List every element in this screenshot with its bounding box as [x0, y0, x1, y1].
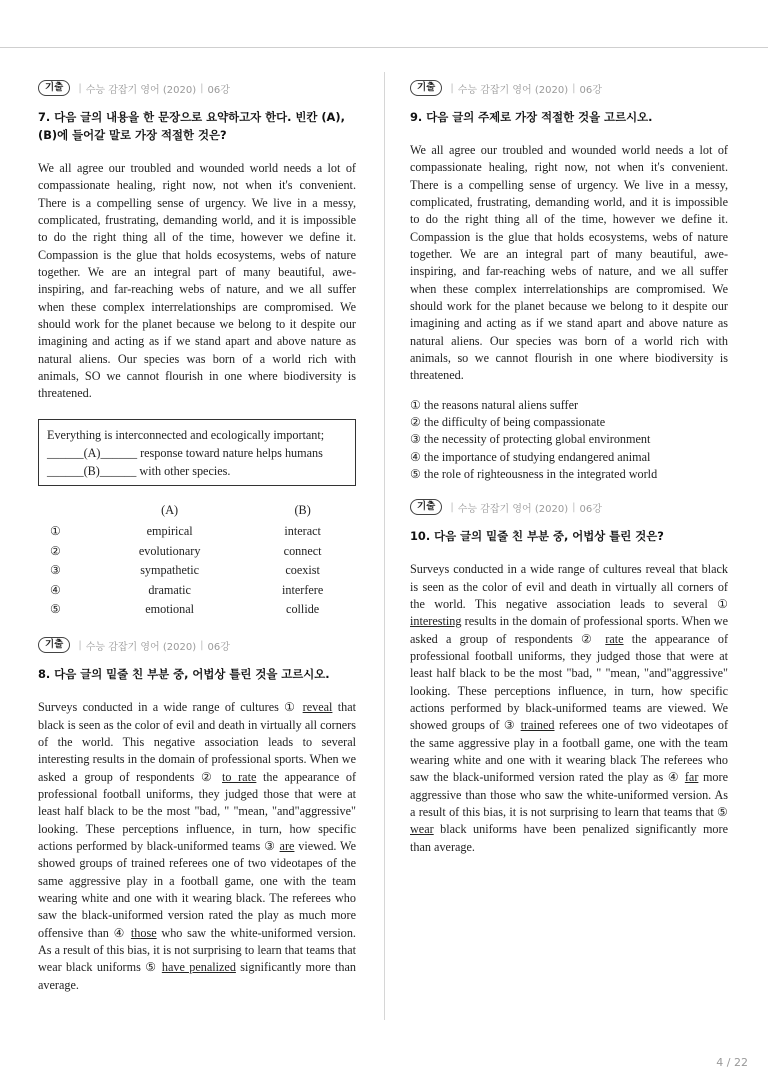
- q9-title: 9. 다음 글의 주제로 가장 적절한 것을 고르시오.: [410, 110, 653, 124]
- q10-title: 10. 다음 글의 밑줄 친 부분 중, 어법상 틀린 것은?: [410, 529, 664, 544]
- option-number: ④: [50, 582, 61, 597]
- q8-tag-badge: 기출: [38, 637, 70, 653]
- q10-text-2: results in the domain of professional sports. When we asked a group of respondents ②: [410, 614, 728, 646]
- q7-header-a: (A): [161, 503, 179, 518]
- q7-source: 수능 감잡기 영어 (2020): [85, 84, 197, 96]
- q9-tag-badge: 기출: [410, 80, 442, 96]
- q8-source: 수능 감잡기 영어 (2020): [85, 641, 197, 653]
- q8-text-4: viewed. We showed groups of trained referees one of two videotapes of the same aggressive play in a football game, one with the team wearing white and one with it wearing black. The referees who saw the black-uniformed version rated the play as much more offensive than ④: [38, 839, 356, 940]
- q10-source: 수능 감잡기 영어 (2020): [457, 503, 569, 515]
- separator: |: [78, 82, 82, 94]
- q10-tag-badge: 기출: [410, 499, 442, 515]
- q10-underlined-1[interactable]: interesting: [410, 614, 462, 629]
- q8-text-6: significantly more than average.: [38, 960, 356, 992]
- q10-passage: [410, 561, 728, 856]
- option-number: ②: [50, 543, 61, 558]
- q7-title: 7. 다음 글의 내용을 한 문장으로 요약하고자 한다. 빈칸 (A), (B)에 들어갈 말로 가장 적절한 것은?: [38, 110, 345, 142]
- q8-source-line: [38, 637, 356, 653]
- q7-options-table: [38, 500, 356, 620]
- separator: |: [200, 82, 204, 94]
- option-b: interact: [284, 524, 321, 539]
- q7-option-row[interactable]: [38, 600, 356, 620]
- q8-text-3: the appearance of professional football uniforms, they judged those that were at least half black to be the most "bad, " "mean, "and"aggressive" looking. These perceptions influence, in turn, how specific actions performed by black-uniformed teams ③: [38, 769, 357, 854]
- q8-underlined-2[interactable]: to rate: [222, 769, 257, 784]
- q7-lesson: 06강: [207, 84, 230, 96]
- q9-choice[interactable]: ④ the importance of studying endangered animal: [410, 449, 651, 464]
- column-divider: [384, 72, 385, 1020]
- q8-lesson: 06강: [207, 641, 230, 653]
- q9-source-line: [410, 80, 728, 96]
- q9-choice[interactable]: ② the difficulty of being compassionate: [410, 415, 606, 430]
- q7-passage: We all agree our troubled and wounded world needs a lot of compassionate healing, right now, not when it's convenient. There is a compelling sense of urgency. We live in a messy, complicated, frustrating, demanding world, and it is impossible to do the right thing all of the time, however we define it. Compassion is the glue that holds ecosystems, webs of nature together. We are an integral part of many beautiful, awe-inspiring, and far-reaching webs of nature, and we all suffer when these complex interrelationships are compromised. We should work for the planet because we belong to it despite our imagining and acting as if we stand apart and above nature as natural aliens. Our species was born of a world rich with animals, SO we cannot flourish in one where biodiversity is threatened.: [38, 161, 356, 401]
- q8-passage: [38, 699, 356, 994]
- option-number: ①: [50, 524, 61, 539]
- separator: |: [572, 501, 576, 513]
- q7-option-row[interactable]: [38, 541, 356, 561]
- option-a: sympathetic: [140, 563, 200, 578]
- q7-option-row[interactable]: [38, 580, 356, 600]
- q8-underlined-3[interactable]: are: [279, 839, 295, 854]
- q10-lesson: 06강: [579, 503, 602, 515]
- q8-text-1: Surveys conducted in a wide range of cultures ①: [38, 700, 303, 715]
- question-8: [38, 637, 356, 994]
- q7-header-b: (B): [294, 503, 311, 518]
- option-number: ③: [50, 563, 61, 578]
- question-9: [410, 80, 728, 483]
- q8-text-5: who saw the white-uniformed version. As a result of this bias, it is not surprising to learn that teams that wear black uniforms ⑤: [38, 925, 356, 975]
- option-b: interfere: [281, 582, 324, 597]
- option-b: coexist: [285, 563, 320, 578]
- separator: |: [450, 501, 454, 513]
- option-a: empirical: [146, 524, 193, 539]
- q10-text-3: the appearance of professional football uniforms, they judged those that were at least half black to be the most "bad, " "mean, "and"aggressive" looking. These perceptions influence, in turn, how specific actions performed by black-uniformed teams are viewed. We showed groups of ③: [410, 631, 728, 733]
- q10-underlined-3[interactable]: trained: [520, 718, 555, 733]
- option-number: ⑤: [50, 602, 61, 617]
- q7-tag-badge: 기출: [38, 80, 70, 96]
- question-10: [410, 499, 728, 856]
- q9-choice[interactable]: ① the reasons natural aliens suffer: [410, 397, 579, 412]
- q9-passage: We all agree our troubled and wounded world needs a lot of compassionate healing, right now, not when it's convenient. There is a compelling sense of urgency. We live in a messy, complicated, frustrating, demanding world, and it is impossible to do the right thing all of the time, however we define it. Compassion is the glue that holds ecosystems, webs of nature together. We are an integral part of many beautiful, awe-inspiring, and far-reaching webs of nature, and we all suffer when these complex interrelationships are compromised. We should work for the planet because we belong to it despite our imagining and acting as if we stand apart and above nature as natural aliens. Our species was born of a world rich with animals, so we cannot flourish in one where biodiversity is threatened.: [410, 143, 728, 383]
- separator: |: [78, 639, 82, 651]
- separator: |: [572, 82, 576, 94]
- option-a: evolutionary: [138, 543, 201, 558]
- q7-source-line: [38, 80, 356, 96]
- q10-underlined-2[interactable]: rate: [605, 631, 624, 646]
- q10-text-6: black uniforms have been penalized significantly more than average.: [410, 822, 728, 854]
- q7-summary-box: [38, 419, 356, 486]
- q7-options-header-blank: [38, 500, 90, 522]
- q7-option-row[interactable]: [38, 522, 356, 542]
- option-b: collide: [286, 602, 320, 617]
- option-b: connect: [283, 543, 322, 558]
- q8-underlined-1[interactable]: reveal: [302, 700, 333, 715]
- header-divider: [0, 47, 768, 48]
- q7-option-row[interactable]: [38, 561, 356, 581]
- q8-title: 8. 다음 글의 밑줄 친 부분 중, 어법상 틀린 것을 고르시오.: [38, 667, 330, 682]
- q9-choice[interactable]: ⑤ the role of righteousness in the integrated world: [410, 467, 658, 481]
- q7-options-header: [38, 500, 356, 522]
- q9-choices: [410, 397, 728, 483]
- q10-text-4: referees one of two videotapes of the same aggressive play in a football game, one with the team wearing white and one with it wearing black The referees who saw the black-uniformed version rated the play as ④: [410, 718, 728, 785]
- q10-underlined-5[interactable]: wear: [410, 822, 434, 837]
- q9-choice[interactable]: ③ the necessity of protecting global environment: [410, 432, 651, 447]
- option-a: dramatic: [148, 582, 191, 597]
- option-a: emotional: [145, 602, 194, 617]
- q9-lesson: 06강: [579, 84, 602, 96]
- q9-source: 수능 감잡기 영어 (2020): [457, 84, 569, 96]
- page-number: 4 / 22: [716, 1056, 748, 1069]
- q7-summary-line-2: ______(A)______ response toward nature helps humans: [47, 445, 323, 460]
- separator: |: [450, 82, 454, 94]
- q10-source-line: [410, 499, 728, 515]
- q7-summary-line-3: ______(B)______ with other species.: [47, 463, 231, 478]
- q7-summary-line-1: Everything is interconnected and ecologically important;: [47, 427, 325, 442]
- right-column: [410, 80, 728, 872]
- q8-underlined-4[interactable]: those: [130, 925, 157, 940]
- q10-text-5: more aggressive than those who saw the white-uniformed version. As a result of this bias, it is not surprising to learn that teams that ⑤: [410, 770, 728, 820]
- left-column: [38, 80, 356, 1010]
- q8-underlined-5[interactable]: have penalized: [161, 960, 236, 975]
- q10-underlined-4[interactable]: far: [684, 770, 699, 785]
- q10-text-1: Surveys conducted in a wide range of cultures reveal that black is seen as the color of evil and death in virtually all corners of the world. This negative association leads to several ①: [410, 562, 728, 611]
- separator: |: [200, 639, 204, 651]
- question-7: [38, 80, 356, 619]
- q8-text-2: that black is seen as the color of evil and death in virtually all corners of the world. This negative association leads to several interesting results in the domain of professional sports. When we asked a group of respondents ②: [38, 700, 356, 784]
